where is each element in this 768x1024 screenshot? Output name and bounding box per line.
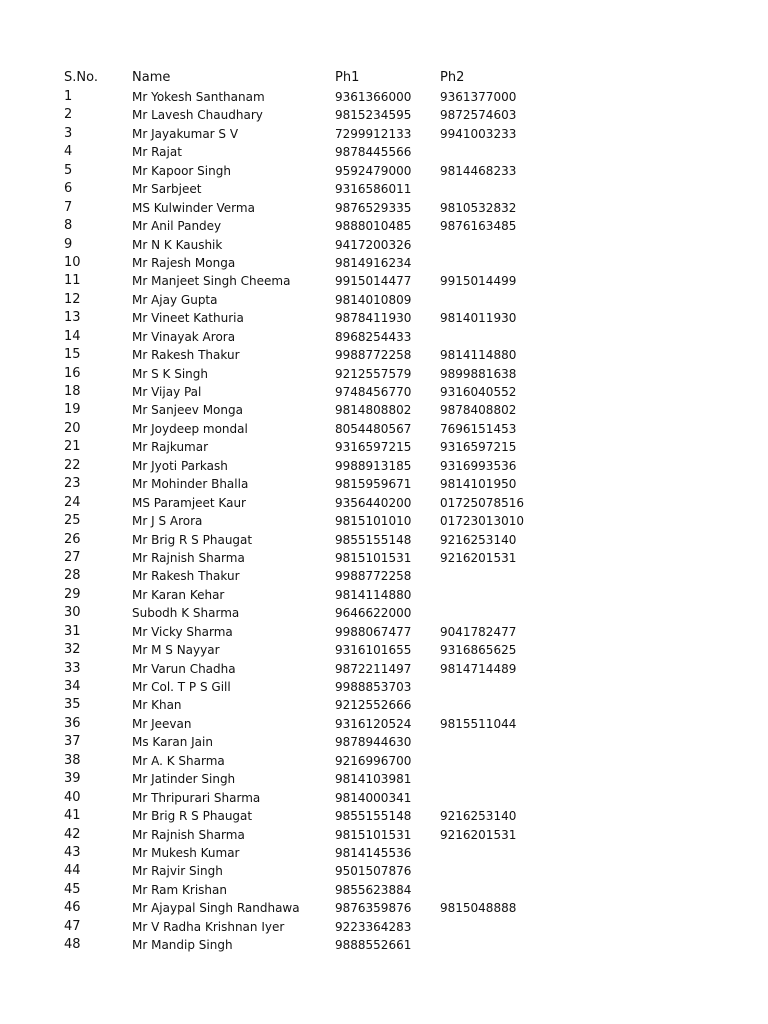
- cell-sno: 39: [64, 771, 81, 787]
- cell-ph2: 9316597215: [440, 440, 517, 455]
- cell-sno: 8: [64, 218, 73, 234]
- cell-ph2: 9216201531: [440, 550, 517, 565]
- cell-name: Mr Col. T P S Gill: [132, 680, 231, 694]
- cell-ph1: 9356440200: [335, 495, 412, 510]
- table-row: [0, 420, 768, 438]
- cell-ph2: 9899881638: [440, 366, 517, 381]
- cell-name: Subodh K Sharma: [132, 606, 240, 621]
- cell-sno: 21: [64, 439, 81, 455]
- cell-sno: 2: [64, 107, 73, 123]
- cell-ph2: 9941003233: [440, 126, 517, 141]
- cell-ph2: 9216253140: [440, 532, 517, 547]
- table-row: [0, 881, 768, 899]
- table-row: [0, 678, 768, 696]
- cell-ph2: 9878408802: [440, 403, 517, 418]
- cell-sno: 5: [64, 162, 73, 178]
- cell-ph1: 9878445566: [335, 145, 412, 160]
- cell-ph2: 9316040552: [440, 385, 517, 399]
- cell-sno: 31: [64, 623, 81, 639]
- header-sno: S.No.: [64, 70, 98, 85]
- cell-name: Mr Rajat: [132, 145, 182, 160]
- table-row: [0, 604, 768, 622]
- cell-sno: 19: [64, 402, 81, 418]
- cell-name: Mr N K Kaushik: [132, 237, 223, 252]
- table-row: [0, 696, 768, 714]
- cell-name: Mr Brig R S Phaugat: [132, 809, 253, 824]
- cell-name: Mr V Radha Krishnan Iyer: [132, 919, 285, 934]
- cell-name: Mr Rajkumar: [132, 440, 209, 455]
- cell-sno: 42: [64, 826, 81, 842]
- cell-name: Mr Varun Chadha: [132, 661, 236, 676]
- cell-ph1: 9748456770: [335, 385, 412, 399]
- cell-name: Mr J S Arora: [132, 514, 203, 529]
- cell-sno: 15: [64, 347, 81, 363]
- cell-ph1: 9361366000: [335, 90, 412, 104]
- table-row: [0, 899, 768, 917]
- table-row: [0, 199, 768, 217]
- cell-sno: 22: [64, 457, 81, 473]
- cell-ph1: 9878411930: [335, 311, 412, 326]
- cell-ph1: 9316101655: [335, 643, 412, 658]
- table-row: [0, 438, 768, 456]
- cell-sno: 23: [64, 476, 81, 492]
- cell-ph2: 01723013010: [440, 514, 524, 529]
- cell-ph1: 8054480567: [335, 421, 412, 436]
- table-row: [0, 494, 768, 512]
- cell-name: Mr Rajvir Singh: [132, 864, 223, 879]
- table-row: [0, 623, 768, 641]
- cell-ph1: 9316586011: [335, 182, 412, 197]
- cell-sno: 7: [64, 199, 73, 215]
- cell-name: Mr Ram Krishan: [132, 882, 227, 897]
- cell-name: Mr Mandip Singh: [132, 938, 233, 953]
- cell-sno: 30: [64, 605, 81, 621]
- cell-ph1: 9417200326: [335, 237, 412, 252]
- cell-ph2: 7696151453: [440, 421, 517, 436]
- table-row: [0, 807, 768, 825]
- cell-ph1: 9814916234: [335, 255, 412, 270]
- cell-name: MS Paramjeet Kaur: [132, 495, 246, 510]
- cell-ph1: 7299912133: [335, 126, 412, 141]
- cell-sno: 36: [64, 715, 81, 731]
- table-row: [0, 254, 768, 272]
- table-row: [0, 383, 768, 401]
- cell-ph2: 9814114880: [440, 348, 517, 363]
- table-row: [0, 733, 768, 751]
- cell-ph1: 9814010809: [335, 292, 412, 307]
- table-body: [0, 88, 768, 955]
- cell-name: Mr Vicky Sharma: [132, 624, 233, 639]
- cell-name: Mr Kapoor Singh: [132, 163, 231, 178]
- cell-sno: 32: [64, 642, 81, 658]
- cell-sno: 11: [64, 273, 81, 289]
- cell-ph1: 9855623884: [335, 882, 412, 897]
- cell-name: Mr Mukesh Kumar: [132, 845, 240, 860]
- cell-ph1: 9876359876: [335, 901, 412, 916]
- cell-ph1: 9988772258: [335, 569, 412, 584]
- cell-name: Mr M S Nayyar: [132, 643, 220, 658]
- cell-ph2: 9814101950: [440, 477, 517, 492]
- cell-ph2: 9216201531: [440, 827, 517, 842]
- cell-name: Mr Vijay Pal: [132, 385, 202, 399]
- cell-sno: 26: [64, 531, 81, 547]
- contact-table: [0, 68, 768, 955]
- cell-sno: 1: [64, 89, 73, 104]
- cell-name: Mr Lavesh Chaudhary: [132, 108, 263, 123]
- cell-sno: 47: [64, 918, 81, 934]
- cell-ph2: 9815511044: [440, 716, 517, 731]
- cell-name: Mr Joydeep mondal: [132, 421, 248, 436]
- cell-ph2: 9216253140: [440, 809, 517, 824]
- table-row: [0, 844, 768, 862]
- cell-sno: 46: [64, 900, 81, 916]
- cell-ph2: 9815048888: [440, 901, 517, 916]
- cell-name: Mr Jeevan: [132, 716, 192, 731]
- table-row: [0, 309, 768, 327]
- table-row: [0, 752, 768, 770]
- cell-ph1: 9988853703: [335, 680, 412, 694]
- cell-ph1: 9815101531: [335, 827, 412, 842]
- cell-ph2: 9316993536: [440, 458, 517, 473]
- cell-ph1: 9815234595: [335, 108, 412, 123]
- table-row: [0, 328, 768, 346]
- cell-sno: 16: [64, 365, 81, 381]
- header-ph1: Ph1: [335, 70, 360, 85]
- cell-ph1: 9988913185: [335, 458, 412, 473]
- cell-name: Mr Rajesh Monga: [132, 255, 236, 270]
- table-row: [0, 936, 768, 954]
- cell-sno: 45: [64, 881, 81, 897]
- cell-ph1: 9888010485: [335, 219, 412, 234]
- cell-ph1: 9815101531: [335, 550, 412, 565]
- cell-sno: 25: [64, 513, 81, 529]
- cell-sno: 48: [64, 937, 81, 953]
- cell-sno: 14: [64, 328, 81, 344]
- cell-name: MS Kulwinder Verma: [132, 200, 255, 215]
- cell-ph1: 9216996700: [335, 753, 412, 768]
- cell-sno: 34: [64, 679, 81, 694]
- table-row: [0, 641, 768, 659]
- cell-name: Mr Anil Pandey: [132, 219, 222, 234]
- table-row: [0, 457, 768, 475]
- cell-name: Mr Karan Kehar: [132, 587, 225, 602]
- cell-sno: 29: [64, 586, 81, 602]
- cell-ph1: 9878944630: [335, 735, 412, 750]
- cell-sno: 13: [64, 310, 81, 326]
- cell-ph2: 01725078516: [440, 495, 524, 510]
- cell-name: Mr Khan: [132, 698, 182, 713]
- cell-name: Mr S K Singh: [132, 366, 208, 381]
- cell-ph1: 9915014477: [335, 274, 412, 289]
- table-row: [0, 531, 768, 549]
- cell-ph1: 8968254433: [335, 329, 412, 344]
- cell-name: Mr Rajnish Sharma: [132, 550, 245, 565]
- cell-ph1: 9815101010: [335, 514, 412, 529]
- header-ph2: Ph2: [440, 70, 465, 85]
- cell-ph1: 9316120524: [335, 716, 412, 731]
- cell-name: Mr Rajnish Sharma: [132, 827, 245, 842]
- cell-sno: 6: [64, 181, 73, 197]
- table-row: [0, 586, 768, 604]
- cell-name: Mr Mohinder Bhalla: [132, 477, 249, 492]
- cell-ph2: 9876163485: [440, 219, 517, 234]
- cell-name: Mr Thripurari Sharma: [132, 790, 261, 805]
- table-row: [0, 180, 768, 198]
- table-row: [0, 143, 768, 161]
- cell-ph1: 9815959671: [335, 477, 412, 492]
- cell-sno: 28: [64, 568, 81, 584]
- cell-sno: 38: [64, 752, 81, 768]
- cell-ph1: 9814000341: [335, 790, 412, 805]
- cell-sno: 9: [64, 236, 73, 252]
- table-row: [0, 125, 768, 143]
- cell-sno: 37: [64, 734, 81, 750]
- table-row: [0, 770, 768, 788]
- cell-ph2: 9814714489: [440, 661, 517, 676]
- cell-ph1: 9855155148: [335, 532, 412, 547]
- cell-ph2: 9814011930: [440, 311, 517, 326]
- cell-ph1: 9876529335: [335, 200, 412, 215]
- cell-ph2: 9814468233: [440, 163, 517, 178]
- table-row: [0, 549, 768, 567]
- cell-ph1: 9592479000: [335, 163, 412, 178]
- cell-sno: 12: [64, 291, 81, 307]
- cell-ph1: 9814145536: [335, 845, 412, 860]
- cell-ph1: 9223364283: [335, 919, 412, 934]
- cell-ph2: 9041782477: [440, 624, 517, 639]
- table-row: [0, 918, 768, 936]
- cell-ph2: 9915014499: [440, 274, 517, 289]
- table-row: [0, 401, 768, 419]
- cell-sno: 20: [64, 420, 81, 436]
- table-row: [0, 789, 768, 807]
- cell-ph1: 9872211497: [335, 661, 412, 676]
- cell-ph1: 9212557579: [335, 366, 412, 381]
- cell-ph1: 9814114880: [335, 587, 412, 602]
- table-row: [0, 346, 768, 364]
- cell-ph1: 9988067477: [335, 624, 412, 639]
- cell-name: Mr Ajay Gupta: [132, 292, 218, 307]
- table-row: [0, 365, 768, 383]
- cell-sno: 4: [64, 144, 73, 160]
- cell-name: Mr Sanjeev Monga: [132, 403, 243, 418]
- table-row: [0, 88, 768, 106]
- cell-name: Mr Rakesh Thakur: [132, 348, 240, 363]
- table-row: [0, 291, 768, 309]
- cell-sno: 18: [64, 384, 81, 399]
- cell-ph1: 9888552661: [335, 938, 412, 953]
- table-row: [0, 236, 768, 254]
- cell-sno: 10: [64, 254, 81, 270]
- cell-name: Mr Jayakumar S V: [132, 126, 239, 141]
- cell-name: Ms Karan Jain: [132, 735, 213, 750]
- cell-ph1: 9646622000: [335, 606, 412, 621]
- cell-sno: 27: [64, 549, 81, 565]
- cell-ph2: 9872574603: [440, 108, 517, 123]
- cell-sno: 43: [64, 844, 81, 860]
- cell-name: Mr Yokesh Santhanam: [132, 90, 265, 104]
- cell-ph1: 9814808802: [335, 403, 412, 418]
- cell-name: Mr Jyoti Parkash: [132, 458, 228, 473]
- cell-ph1: 9855155148: [335, 809, 412, 824]
- table-row: [0, 512, 768, 530]
- cell-name: Mr Manjeet Singh Cheema: [132, 274, 291, 289]
- cell-ph1: 9212552666: [335, 698, 412, 713]
- table-row: [0, 162, 768, 180]
- cell-ph2: 9316865625: [440, 643, 517, 658]
- cell-sno: 44: [64, 863, 81, 879]
- cell-ph1: 9988772258: [335, 348, 412, 363]
- cell-ph1: 9814103981: [335, 772, 412, 787]
- cell-name: Mr Vinayak Arora: [132, 329, 236, 344]
- cell-ph1: 9316597215: [335, 440, 412, 455]
- cell-name: Mr A. K Sharma: [132, 753, 225, 768]
- cell-name: Mr Ajaypal Singh Randhawa: [132, 901, 300, 916]
- cell-sno: 24: [64, 494, 81, 510]
- table-header-row: [0, 68, 768, 88]
- cell-sno: 35: [64, 697, 81, 713]
- table-row: [0, 272, 768, 290]
- cell-sno: 41: [64, 808, 81, 824]
- table-row: [0, 660, 768, 678]
- cell-name: Mr Vineet Kathuria: [132, 311, 244, 326]
- table-row: [0, 106, 768, 124]
- table-row: [0, 475, 768, 493]
- table-row: [0, 826, 768, 844]
- cell-name: Mr Rakesh Thakur: [132, 569, 240, 584]
- table-row: [0, 217, 768, 235]
- cell-name: Mr Sarbjeet: [132, 182, 202, 197]
- cell-sno: 40: [64, 789, 81, 805]
- cell-name: Mr Brig R S Phaugat: [132, 532, 253, 547]
- cell-ph2: 9810532832: [440, 200, 517, 215]
- cell-ph2: 9361377000: [440, 90, 517, 104]
- cell-sno: 3: [64, 125, 73, 141]
- cell-name: Mr Jatinder Singh: [132, 772, 236, 787]
- table-row: [0, 567, 768, 585]
- cell-ph1: 9501507876: [335, 864, 412, 879]
- cell-sno: 33: [64, 660, 81, 676]
- table-row: [0, 715, 768, 733]
- header-name: Name: [132, 70, 171, 85]
- table-row: [0, 862, 768, 880]
